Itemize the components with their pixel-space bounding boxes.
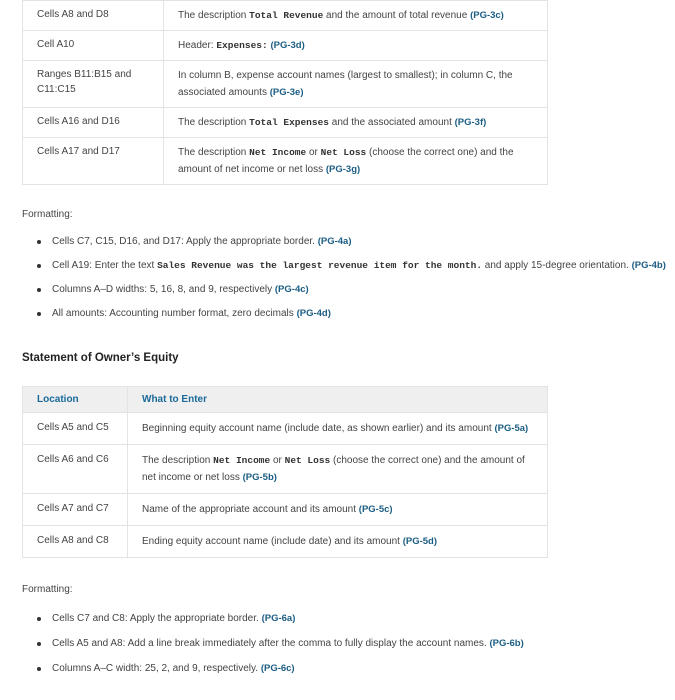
location-cell: Ranges B11:B15 and C11:C15 xyxy=(23,61,164,108)
text-run: The description xyxy=(178,147,250,158)
pg-reference: (PG-4d) xyxy=(296,308,331,319)
bullet-icon xyxy=(37,264,41,268)
owners-equity-table xyxy=(22,386,548,558)
list-item xyxy=(22,305,675,322)
list-item xyxy=(22,660,675,677)
table-row xyxy=(23,445,548,494)
pg-reference: (PG-4a) xyxy=(317,236,352,247)
bullet-icon xyxy=(37,288,41,292)
what-to-enter-cell xyxy=(128,445,548,494)
what-to-enter-cell xyxy=(164,138,548,185)
location-cell: Cells A16 and D16 xyxy=(23,108,164,138)
location-cell: Cells A8 and C8 xyxy=(23,526,128,558)
pg-reference: (PG-3f) xyxy=(454,117,487,128)
text-run: Cells C7 and C8: Apply the appropriate border. xyxy=(52,613,262,624)
text-run: The description xyxy=(178,10,250,21)
table-row xyxy=(23,138,548,185)
bullet-icon xyxy=(37,312,41,316)
bullet-icon xyxy=(37,617,41,621)
location-cell: Cells A5 and C5 xyxy=(23,413,128,445)
pg-reference: (PG-4c) xyxy=(274,284,309,295)
pg-reference: (PG-3d) xyxy=(270,40,305,51)
formatting-label-income: Formatting: xyxy=(22,209,73,220)
bullet-icon xyxy=(37,667,41,671)
pg-reference: (PG-5a) xyxy=(494,423,529,434)
income-statement-table xyxy=(22,0,548,185)
table-row xyxy=(23,61,548,108)
code-term: Total Expenses xyxy=(249,117,329,128)
formatting-label-equity: Formatting: xyxy=(22,584,73,595)
pg-reference: (PG-3g) xyxy=(325,164,361,175)
owners-equity-rows xyxy=(23,413,548,558)
what-to-enter-cell xyxy=(164,31,548,61)
code-term: Sales Revenue was the largest revenue item for the month. xyxy=(157,260,483,271)
bullet-icon xyxy=(37,642,41,646)
text-run: All amounts: Accounting number format, zero decimals xyxy=(52,308,297,319)
location-cell: Cell A10 xyxy=(23,31,164,61)
column-header-location: Location xyxy=(23,387,128,413)
code-term: Total Revenue xyxy=(249,10,324,21)
list-item xyxy=(22,635,675,652)
text-run: (choose the correct one) and the amount of net income or net loss xyxy=(142,455,525,483)
location-cell: Cells A8 and D8 xyxy=(23,1,164,31)
text-run: or xyxy=(270,455,285,466)
pg-reference: (PG-3c) xyxy=(470,10,504,21)
what-to-enter-cell xyxy=(164,108,548,138)
location-cell: Cells A17 and D17 xyxy=(23,138,164,185)
bullet-icon xyxy=(37,240,41,244)
list-item xyxy=(22,233,675,250)
section-heading-owners-equity: Statement of Owner’s Equity xyxy=(22,352,179,364)
code-term: Net Loss xyxy=(284,455,331,466)
text-run: and the associated amount xyxy=(328,117,455,128)
text-run: Cells A5 and A8: Add a line break immediately after the comma to fully display the account names. xyxy=(52,638,490,649)
code-term: Expenses: xyxy=(216,40,268,51)
text-run: Name of the appropriate account and its amount xyxy=(142,504,359,515)
table-row xyxy=(23,526,548,558)
list-item xyxy=(22,257,675,274)
table-header-row xyxy=(23,387,548,413)
formatting-list-income xyxy=(22,233,675,322)
pg-reference: (PG-5d) xyxy=(402,536,438,547)
text-run: Cell A19: Enter the text xyxy=(52,260,158,271)
pg-reference: (PG-3e) xyxy=(269,87,304,98)
pg-reference: (PG-6b) xyxy=(489,638,524,649)
what-to-enter-cell xyxy=(128,494,548,526)
formatting-list-equity xyxy=(22,610,675,677)
text-run: In column B, expense account names (largest to smallest); in column C, the associated amounts xyxy=(178,70,513,98)
location-cell: Cells A7 and C7 xyxy=(23,494,128,526)
table-row xyxy=(23,1,548,31)
text-run: Cells C7, C15, D16, and D17: Apply the appropriate border. xyxy=(52,236,318,247)
text-run: or xyxy=(306,147,321,158)
pg-reference: (PG-6a) xyxy=(261,613,296,624)
text-run: Ending equity account name (include date) and its amount xyxy=(142,536,403,547)
list-item xyxy=(22,281,675,298)
what-to-enter-cell xyxy=(164,61,548,108)
text-run: Columns A–C width: 25, 2, and 9, respectively. xyxy=(52,663,261,674)
code-term: Net Income xyxy=(249,147,307,158)
text-run: (choose the correct one) and the amount of net income or net loss xyxy=(178,147,514,175)
text-run: Header: xyxy=(178,40,217,51)
table-row xyxy=(23,413,548,445)
table-row xyxy=(23,108,548,138)
pg-reference: (PG-4b) xyxy=(631,260,666,271)
text-run: and the amount of total revenue xyxy=(323,10,471,21)
code-term: Net Loss xyxy=(320,147,367,158)
code-term: Net Income xyxy=(213,455,271,466)
pg-reference: (PG-5b) xyxy=(242,472,277,483)
list-item xyxy=(22,610,675,627)
table-row xyxy=(23,494,548,526)
income-statement-rows xyxy=(23,1,548,185)
text-run: Beginning equity account name (include date, as shown earlier) and its amount xyxy=(142,423,495,434)
what-to-enter-cell xyxy=(128,526,548,558)
text-run: and apply 15-degree orientation. xyxy=(482,260,632,271)
text-run: The description xyxy=(142,455,214,466)
text-run: Columns A–D widths: 5, 16, 8, and 9, respectively xyxy=(52,284,275,295)
table-row xyxy=(23,31,548,61)
what-to-enter-cell xyxy=(164,1,548,31)
what-to-enter-cell xyxy=(128,413,548,445)
column-header-what-to-enter: What to Enter xyxy=(128,387,548,413)
pg-reference: (PG-5c) xyxy=(358,504,393,515)
text-run: The description xyxy=(178,117,250,128)
location-cell: Cells A6 and C6 xyxy=(23,445,128,494)
pg-reference: (PG-6c) xyxy=(260,663,295,674)
